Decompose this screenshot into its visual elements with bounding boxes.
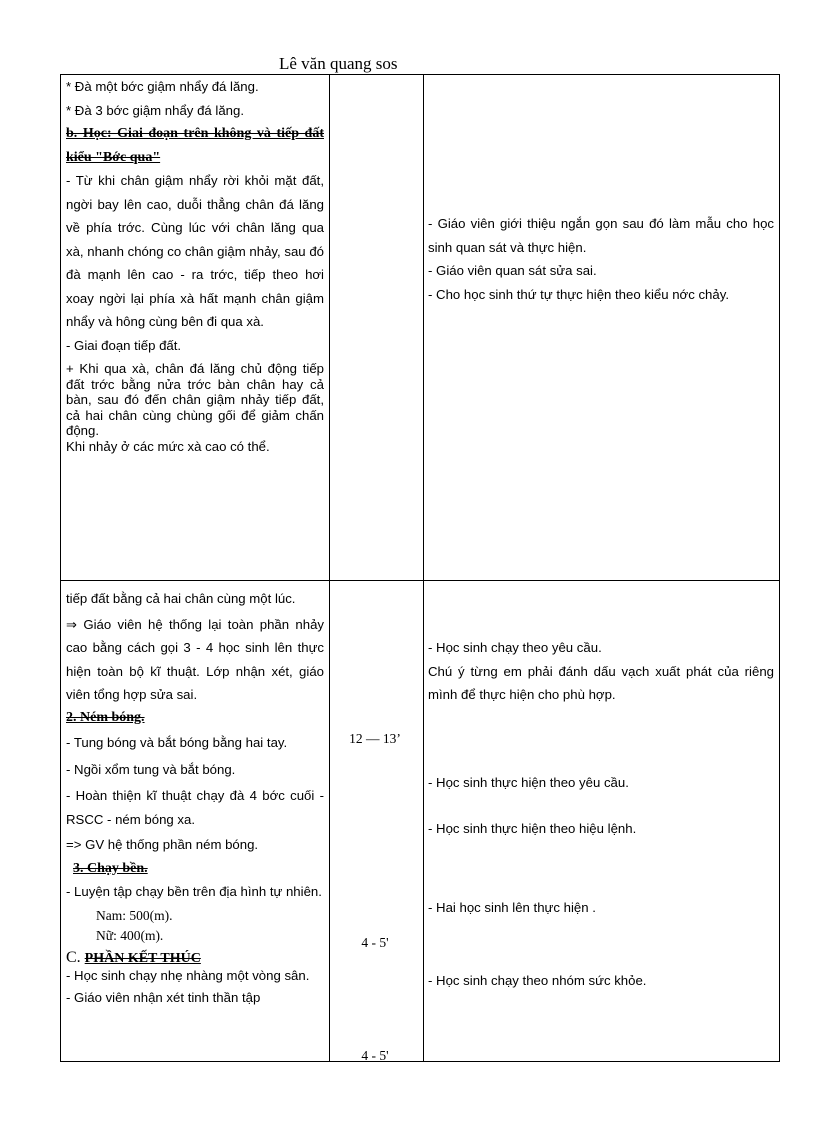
text-line: tiếp đất bằng cả hai chân cùng một lúc.	[66, 591, 296, 606]
section-heading-2: 2. Ném bóng.	[66, 709, 145, 725]
text-paragraph: - Hoàn thiện kĩ thuật chạy đà 4 bớc cuối - RSCC - ném bóng xa.	[66, 788, 324, 827]
lesson-table	[60, 74, 780, 1062]
text-paragraph: + Khi qua xà, chân đá lăng chủ động tiếp đất trớc bằng nửa trớc bàn chân hay cả bàn, sau đó đến chân giậm nhảy tiếp đất, cả hai chân cùng chùng gối để giảm chấn động.	[66, 361, 324, 438]
author-header: Lê văn quang sos	[279, 54, 398, 73]
text-line: - Ngồi xổm tung và bắt bóng.	[66, 761, 236, 777]
text-paragraph: Giáo viên hệ thống lại toàn phần nhảy cao bằng cách gọi 3 - 4 học sinh lên thực hiện toàn bộ kĩ thuật. Lớp nhận xét, giáo viên tổng hợp sửa sai.	[66, 616, 324, 702]
text-line: * Đà một bớc giậm nhẩy đá lăng.	[66, 79, 259, 94]
top-left-cell	[66, 75, 324, 454]
row-divider	[61, 580, 779, 581]
arrow-symbol: ⇒	[66, 616, 78, 632]
text-line: - Giáo viên nhận xét tinh thần tập	[66, 989, 261, 1005]
section-heading-b: b. Học: Giai đoạn trên không và tiếp đất kiểu "Bớc qua"	[66, 126, 324, 165]
column-divider-2	[423, 75, 424, 1061]
text-line: - Học sinh chạy theo yêu cầu.	[428, 640, 602, 655]
text-paragraph: Chú ý từng em phải đánh dấu vạch xuất phát của riêng mình để thực hiện cho phù hợp.	[428, 663, 774, 702]
text-line: - Tung bóng và bắt bóng bằng hai tay.	[66, 735, 288, 750]
text-line: => GV hệ thống phần ném bóng.	[66, 837, 259, 852]
bottom-right-line-b3: - Hai học sinh lên thực hiện .	[428, 900, 596, 915]
text-line: - Giai đoạn tiếp đất.	[66, 337, 182, 353]
text-line: * Đà 3 bớc giậm nhẩy đá lăng.	[66, 102, 244, 118]
text-paragraph: - Học sinh chạy nhẹ nhàng một vòng sân.	[66, 968, 310, 983]
text-paragraph: - Giáo viên giới thiệu ngắn gọn sau đó làm mẫu cho học sinh quan sát và thực hiện.	[428, 216, 774, 255]
bottom-left-cell	[66, 587, 324, 1005]
bottom-right-line-b1: - Học sinh thực hiện theo yêu cầu.	[428, 775, 629, 790]
bottom-right-line-b4: - Học sinh chạy theo nhóm sức khỏe.	[428, 973, 647, 988]
top-right-cell	[428, 212, 774, 306]
text-line: - Giáo viên quan sát sửa sai.	[428, 263, 597, 278]
text-line: Nam: 500(m).	[96, 907, 173, 923]
text-line: - Cho học sinh thứ tự thực hiện theo kiểu nớc chảy.	[428, 286, 729, 302]
bottom-right-line-b2: - Học sinh thực hiện theo hiệu lệnh.	[428, 821, 637, 836]
time-4-5-b: 4 - 5'	[361, 1048, 389, 1063]
column-divider-1	[329, 75, 330, 1061]
text-paragraph: - Từ khi chân giậm nhẩy rời khỏi mặt đất, ngời bay lên cao, duỗi thẳng chân đá lăng về phía trớc. Cùng lúc với chân lăng qua xà, nhanh chóng co chân giậm nhảy, sau đó đà mạnh lên cao - ra trớc, tiếp theo hơi xoay ngời lại phía xà hất mạnh chân giậm nhẩy và hông cùng bên đi qua xà.	[66, 173, 324, 329]
section-letter: C.	[66, 949, 85, 966]
time-4-5-a: 4 - 5'	[361, 935, 389, 950]
text-paragraph: - Luyện tập chạy bền trên địa hình tự nhiên.	[66, 884, 322, 899]
bottom-right-group-1	[428, 636, 774, 707]
section-heading-3: 3. Chạy bền.	[73, 860, 148, 876]
time-12-13: 12 — 13’	[349, 731, 401, 746]
text-line: Nữ: 400(m).	[96, 928, 164, 943]
section-heading-c: PHẦN KẾT THÚC	[84, 951, 201, 966]
text-line: Khi nhảy ở các mức xà cao có thể.	[66, 438, 270, 454]
